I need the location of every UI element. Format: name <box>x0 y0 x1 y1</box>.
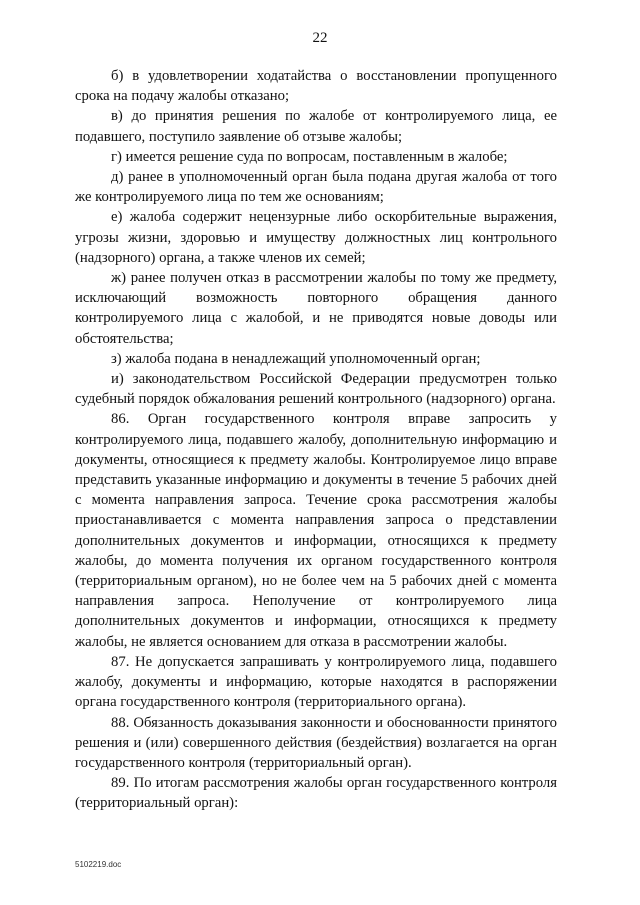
document-body <box>75 66 557 814</box>
paragraph-b: б) в удовлетворении ходатайства о восстановлении пропущенного срока на подачу жалобы отказано; <box>75 68 557 105</box>
paragraph-i: и) законодательством Российской Федерации предусмотрен только судебный порядок обжалования решений контрольного (надзорного) органа. <box>75 371 557 408</box>
paragraph-86: 86. Орган государственного контроля вправе запросить у контролируемого лица, подавшего жалобу, дополнительную информацию и документы, относящиеся к предмету жалобы. Контролируемое лицо вправе представить указанные информацию и документы в течение 5 рабочих дней с момента направления запроса. Течение срока рассмотрения жалобы приостанавливается с момента направления запроса о представлении дополнительных документов и информации, относящихся к предмету жалобы, до момента получения их органом государственного контроля (территориальным органом), но не более чем на 5 рабочих дней с момента направления запроса. Неполучение от контролируемого лица дополнительных документов и информации, относящихся к предмету жалобы, не является основанием для отказа в рассмотрении жалобы. <box>75 411 557 650</box>
paragraph-e: е) жалоба содержит нецензурные либо оскорбительные выражения, угрозы жизни, здоровью и имуществу должностных лиц контрольного (надзорного) органа, а также членов их семей; <box>75 209 557 266</box>
paragraph-g: г) имеется решение суда по вопросам, поставленным в жалобе; <box>111 148 508 165</box>
page-number: 22 <box>312 30 328 46</box>
paragraph-zh: ж) ранее получен отказ в рассмотрении жалобы по тому же предмету, исключающий возможность повторного обращения данного контролируемого лица с жалобой, и не приводятся новые доводы или обстоятельства; <box>75 270 557 347</box>
paragraph-d: д) ранее в уполномоченный орган была подана другая жалоба от того же контролируемого лица по тем же основаниям; <box>75 169 557 206</box>
paragraph-88: 88. Обязанность доказывания законности и обоснованности принятого решения и (или) совершенного действия (бездействия) возлагается на орган государственного контроля (территориальный орган). <box>75 714 557 771</box>
paragraph-87: 87. Не допускается запрашивать у контролируемого лица, подавшего жалобу, документы и информацию, которые находятся в распоряжении органа государственного контроля (территориального органа). <box>75 653 557 711</box>
paragraph-z: з) жалоба подана в ненадлежащий уполномоченный орган; <box>111 350 481 367</box>
document-filename-footer: 5102219.doc <box>75 860 122 869</box>
paragraph-89: 89. По итогам рассмотрения жалобы орган государственного контроля (территориальный орган): <box>75 775 557 812</box>
paragraph-v: в) до принятия решения по жалобе от контролируемого лица, ее подавшего, поступило заявление об отзыве жалобы; <box>75 108 557 145</box>
